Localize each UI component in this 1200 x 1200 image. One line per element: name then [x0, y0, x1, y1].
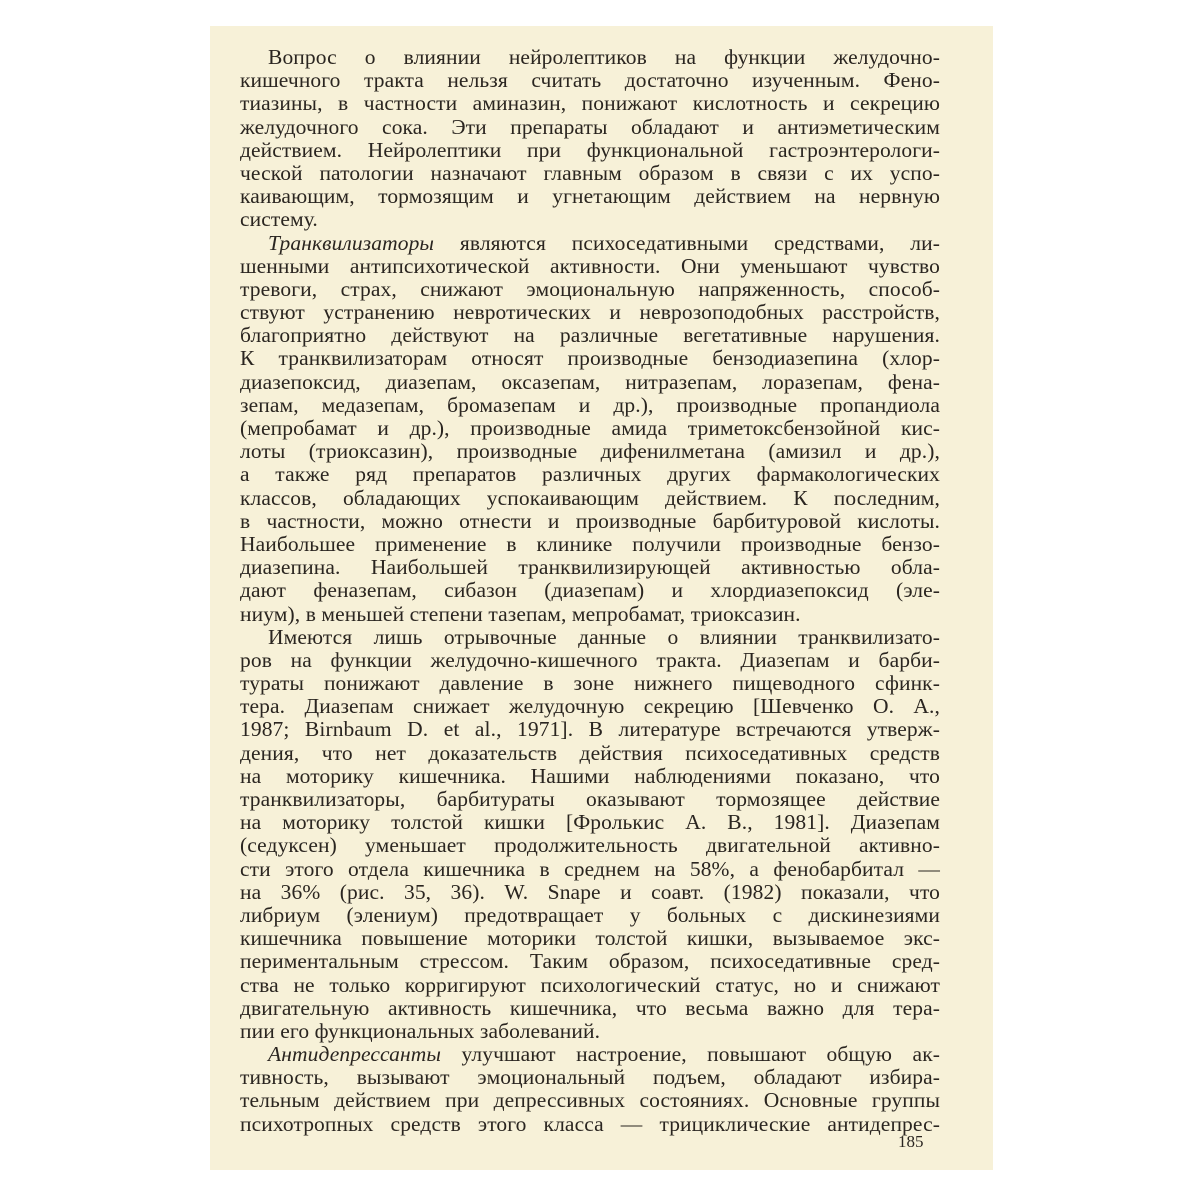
text-line: (седуксен) уменьшает продолжительность двигательной активно- — [240, 833, 940, 858]
text-line: К транквилизаторам относят производные бензодиазепина (хлор- — [240, 346, 940, 371]
text-line: дают феназепам, сибазон (диазепам) и хлордиазепоксид (эле- — [240, 578, 940, 603]
text-line: Вопрос о влиянии нейролептиков на функции желудочно- — [268, 45, 940, 69]
paragraph-gi-effects — [240, 626, 940, 1043]
text-line: (мепробамат и др.), производные амида триметоксбензойной кис- — [240, 416, 940, 440]
paragraph-antidepressants — [240, 1043, 940, 1136]
text-line: классов, обладающих успокаивающим действием. К последним, — [240, 485, 940, 510]
book-page — [210, 26, 993, 1170]
text-line: тиазины, в частности аминазин, понижают кислотность и секрецию — [240, 91, 940, 116]
text-line: двигательную активность кишечника, что весьма важно для тера- — [240, 995, 940, 1020]
text-line: транквилизаторы, барбитураты оказывают тормозящее действие — [240, 787, 940, 811]
text-line: сти этого отдела кишечника в среднем на 58%, а фенобарбитал — — [240, 856, 940, 881]
text-line: шенными антипсихотической активности. Они уменьшают чувство — [240, 253, 940, 278]
text-line: в частности, можно отнести и производные барбитуровой кислоты. — [240, 508, 940, 533]
text-line: ниум), в меньшей степени тазепам, мепробамат, триоксазин. — [240, 601, 801, 626]
text-line — [240, 1043, 940, 1066]
text-line: благоприятно действуют на различные вегетативные нарушения. — [240, 323, 940, 348]
text-line: кишечника повышение моторики толстой кишки, вызываемое экс- — [240, 926, 940, 951]
text-line: а также ряд препаратов различных других фармакологических — [240, 462, 940, 487]
text-line: психотропных средств этого класса — трициклические антидепрес- — [240, 1111, 940, 1136]
text-line: 1987; Birnbaum D. et al., 1971]. В литературе встречаются утверж- — [240, 717, 940, 742]
text-line: Наибольшее применение в клинике получили производные бензо- — [240, 531, 940, 556]
page-number: 185 — [898, 1132, 924, 1151]
text-line: каивающим, тормозящим и угнетающим действием на нервную — [240, 184, 940, 209]
text-line: Имеются лишь отрывочные данные о влиянии транквилизато- — [268, 624, 940, 649]
text-line: зепам, медазепам, бромазепам и др.), производные пропандиола — [240, 392, 940, 417]
text-line: тураты понижают давление в зоне нижнего пищеводного сфинк- — [240, 671, 940, 696]
body-text — [240, 46, 940, 1136]
text-line: ров на функции желудочно-кишечного тракта. Диазепам и барби- — [240, 647, 940, 672]
text-line: действием. Нейролептики при функциональной гастроэнтерологи- — [240, 137, 940, 162]
text-fragment: улучшают настроение, повышают общую ак- — [441, 1042, 940, 1067]
text-line: тельным действием при депрессивных состояниях. Основные группы — [240, 1088, 940, 1113]
term-antidepressants: Антидепрессанты — [268, 1042, 442, 1067]
text-line: желудочного сока. Эти препараты обладают и антиэметическим — [240, 114, 940, 139]
text-line: диазепина. Наибольшей транквилизирующей активностью обла- — [240, 555, 940, 580]
text-line: на моторику кишечника. Нашими наблюдениями показано, что — [240, 763, 940, 788]
text-line — [240, 232, 940, 255]
text-line: ческой патологии назначают главным образом в связи с их успо- — [240, 160, 940, 185]
paragraph-neuroleptics — [240, 46, 940, 232]
text-line: лоты (триоксазин), производные дифенилметана (амизил и др.), — [240, 439, 940, 464]
text-line: на 36% (рис. 35, 36). W. Snape и соавт. (1982) показали, что — [240, 879, 940, 904]
text-line: тера. Диазепам снижает желудочную секрецию [Шевченко О. А., — [240, 694, 940, 719]
text-line: систему. — [240, 207, 318, 232]
paragraph-tranquilizers — [240, 232, 940, 626]
text-fragment: являются психоседативными средствами, ли- — [434, 230, 940, 255]
text-line: диазепоксид, диазепам, оксазепам, нитразепам, лоразепам, фена- — [240, 369, 940, 394]
text-line: ствуют устранению невротических и неврозоподобных расстройств, — [240, 300, 940, 325]
text-line: либриум (элениум) предотвращает у больных с дискинезиями — [240, 902, 940, 927]
text-line: периментальным стрессом. Таким образом, психоседативные сред- — [240, 949, 940, 974]
text-line: пии его функциональных заболеваний. — [240, 1018, 601, 1043]
text-line: тивность, вызывают эмоциональный подъем, обладают избира- — [240, 1065, 940, 1090]
term-tranquilizers: Транквилизаторы — [268, 230, 435, 255]
text-line: ства не только корригируют психологический статус, но и снижают — [240, 972, 940, 997]
text-line: на моторику толстой кишки [Фролькис А. В., 1981]. Диазепам — [240, 810, 940, 835]
text-line: тревоги, страх, снижают эмоциональную напряженность, способ- — [240, 276, 940, 301]
text-line: дения, что нет доказательств действия психоседативных средств — [240, 740, 940, 765]
text-line: кишечного тракта нельзя считать достаточно изученным. Фено- — [240, 68, 940, 93]
